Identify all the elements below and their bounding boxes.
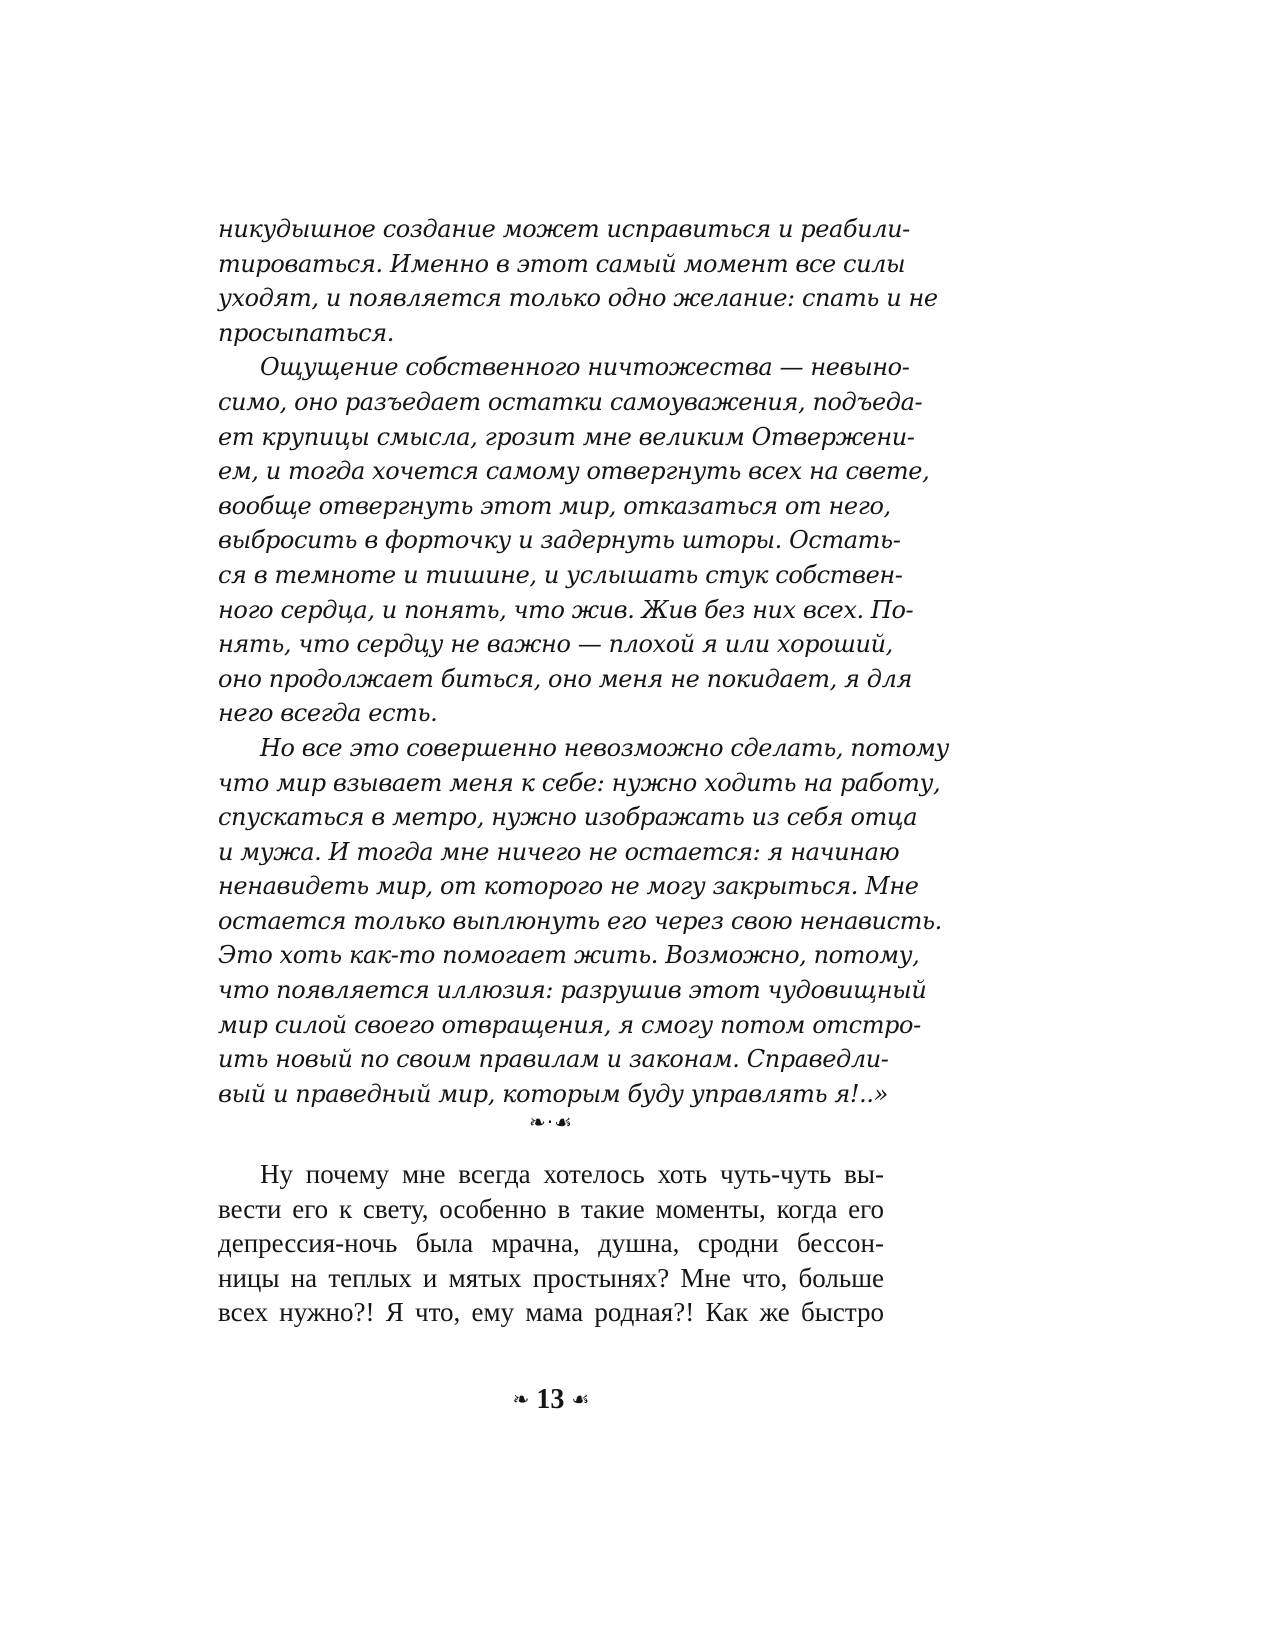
text-line: всех нужно?! Я что, ему мама родная?! Как же быстро — [218, 1297, 884, 1328]
right-ornament-icon: ☙ — [571, 1387, 590, 1411]
text-line: уходят, и появляется только одно желание: спать и не — [218, 284, 938, 313]
text-line: просыпаться. — [218, 318, 395, 347]
page-number — [218, 1384, 884, 1416]
text-line: Ну почему мне всегда хотелось хоть чуть-чуть вы- — [260, 1159, 884, 1189]
text-line: ем, и тогда хочется самому отвергнуть всех на свете, — [218, 457, 930, 486]
text-line: Это хоть как-то помогает жить. Возможно, потому, — [218, 941, 920, 970]
text-line: симо, оно разъедает остатки самоуважения, подъеда- — [218, 387, 923, 416]
text-line: никудышное создание может исправиться и реабили- — [218, 215, 910, 243]
text-line: что появляется иллюзия: разрушив этот чудовищный — [218, 976, 927, 1005]
text-line: вести его к свету, особенно в такие моменты, когда его — [218, 1193, 884, 1224]
text-line: мир силой своего отвращения, я смогу потом отстро- — [218, 1010, 921, 1039]
section-separator-ornament: ❧·☙ — [528, 1110, 574, 1134]
text-line: тироваться. Именно в этот самый момент все силы — [218, 249, 906, 278]
text-line: вый и праведный мир, которым буду управлять я!..» — [218, 1079, 888, 1108]
text-line: Ощущение собственного ничтожества — невыно- — [260, 353, 910, 382]
text-line: спускаться в метро, нужно изображать из себя отца — [218, 803, 918, 832]
text-line: оно продолжает биться, оно меня не покидает, я для — [218, 664, 912, 693]
regular-text-block — [218, 1157, 884, 1330]
text-line: ет крупицы смысла, грозит мне великим Отвержени- — [218, 422, 915, 451]
text-line: ницы на теплых и мятых простынях? Мне что, больше — [218, 1262, 884, 1293]
page-number-value: 13 — [536, 1384, 565, 1415]
text-line: депрессия-ночь была мрачна, душна, сродни бессон- — [218, 1228, 884, 1259]
text-line: нять, что сердцу не важно — плохой я или хороший, — [218, 630, 893, 659]
text-line: что мир взывает меня к себе: нужно ходить на работу, — [218, 768, 941, 797]
text-line: ся в темноте и тишине, и услышать стук собствен- — [218, 560, 903, 589]
text-line: ного сердца, и понять, что жив. Жив без них всех. По- — [218, 595, 914, 624]
left-ornament-icon: ❧ — [512, 1387, 530, 1411]
text-line: выбросить в форточку и задернуть шторы. Остать- — [218, 526, 901, 555]
text-line: вообще отвергнуть этот мир, отказаться от него, — [218, 491, 891, 520]
text-line: него всегда есть. — [218, 699, 438, 728]
italic-text-block — [218, 212, 949, 1111]
text-line: ненавидеть мир, от которого не могу закрыться. Мне — [218, 872, 919, 901]
text-line: Но все это совершенно невозможно сделать, потому — [260, 733, 949, 762]
text-line: и мужа. И тогда мне ничего не остается: я начинаю — [218, 837, 900, 866]
text-line: ить новый по своим правилам и законам. Справедли- — [218, 1045, 889, 1074]
book-page — [218, 212, 949, 1415]
text-line: остается только выплюнуть его через свою ненависть. — [218, 906, 942, 935]
